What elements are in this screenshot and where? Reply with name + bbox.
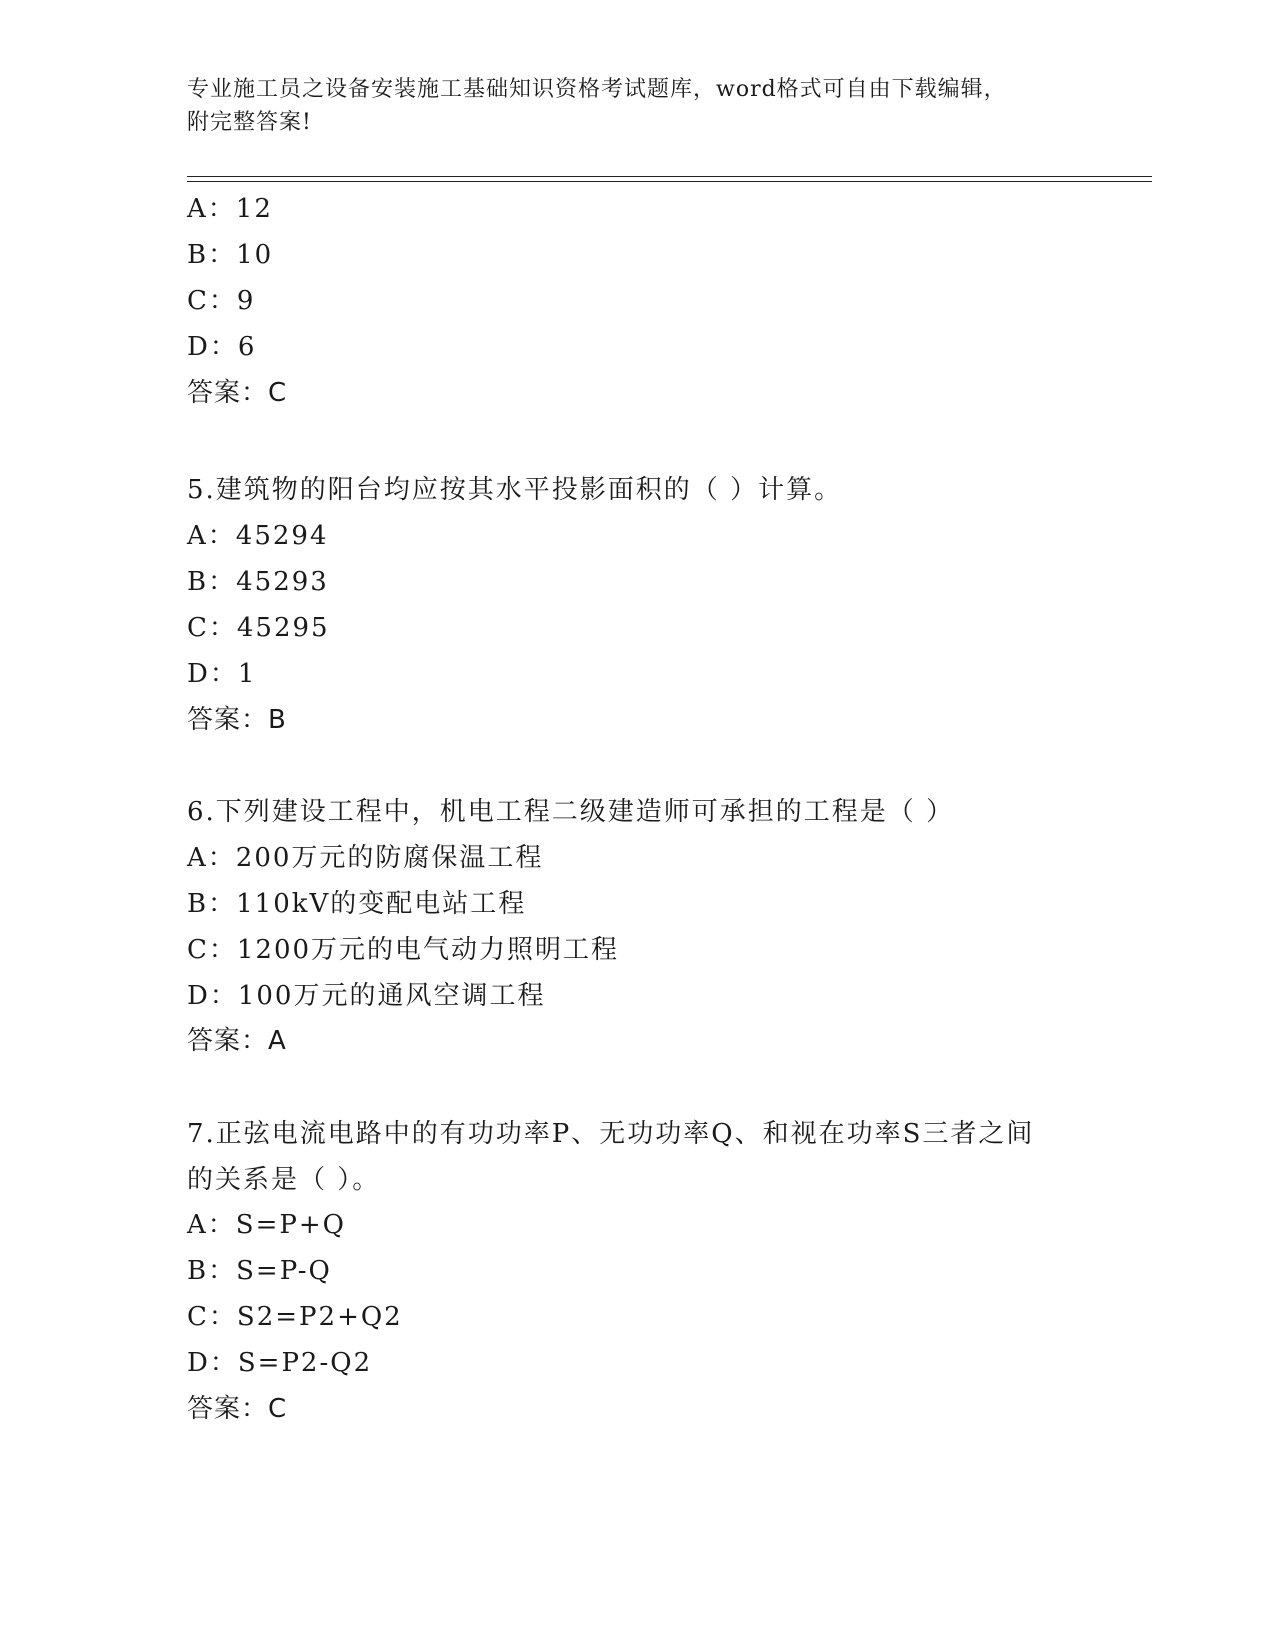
q6-question: 6.下列建设工程中，机电工程二级建造师可承担的工程是（ ） bbox=[187, 797, 955, 827]
q7-answer: 答案：C bbox=[187, 1394, 288, 1424]
q7-question-line-2: 的关系是（ ）。 bbox=[187, 1165, 381, 1195]
q6-answer: 答案：A bbox=[187, 1026, 287, 1056]
header-divider-bottom bbox=[187, 181, 1152, 182]
q5-question: 5.建筑物的阳台均应按其水平投影面积的（ ）计算。 bbox=[187, 475, 843, 505]
q5-answer: 答案：B bbox=[187, 705, 287, 735]
header-line-2: 附完整答案! bbox=[187, 110, 312, 135]
q6-option-d: D：100万元的通风空调工程 bbox=[187, 981, 546, 1011]
q7-option-a: A：S=P+Q bbox=[187, 1210, 346, 1240]
q7-question-line-1: 7.正弦电流电路中的有功功率P、无功功率Q、和视在功率S三者之间 bbox=[187, 1119, 1035, 1149]
document-header bbox=[187, 73, 1087, 139]
header-line-1: 专业施工员之设备安装施工基础知识资格考试题库，word格式可自由下载编辑， bbox=[187, 77, 1007, 102]
q4-option-d: D：6 bbox=[187, 332, 257, 362]
q6-option-c: C：1200万元的电气动力照明工程 bbox=[187, 935, 620, 965]
q7-option-c: C：S2=P2+Q2 bbox=[187, 1302, 403, 1332]
q5-option-a: A：45294 bbox=[187, 521, 329, 551]
q4-option-c: C：9 bbox=[187, 286, 256, 316]
q7-option-d: D：S=P2-Q2 bbox=[187, 1348, 373, 1378]
q7-option-b: B：S=P-Q bbox=[187, 1256, 332, 1286]
q5-option-c: C：45295 bbox=[187, 613, 330, 643]
q4-option-b: B：10 bbox=[187, 240, 274, 270]
q4-answer: 答案：C bbox=[187, 378, 288, 408]
q6-option-b: B：110kV的变配电站工程 bbox=[187, 889, 527, 919]
header-divider-top bbox=[187, 176, 1152, 177]
q5-option-b: B：45293 bbox=[187, 567, 329, 597]
q6-option-a: A：200万元的防腐保温工程 bbox=[187, 843, 544, 873]
q5-option-d: D：1 bbox=[187, 659, 257, 689]
q4-option-a: A：12 bbox=[187, 194, 273, 224]
